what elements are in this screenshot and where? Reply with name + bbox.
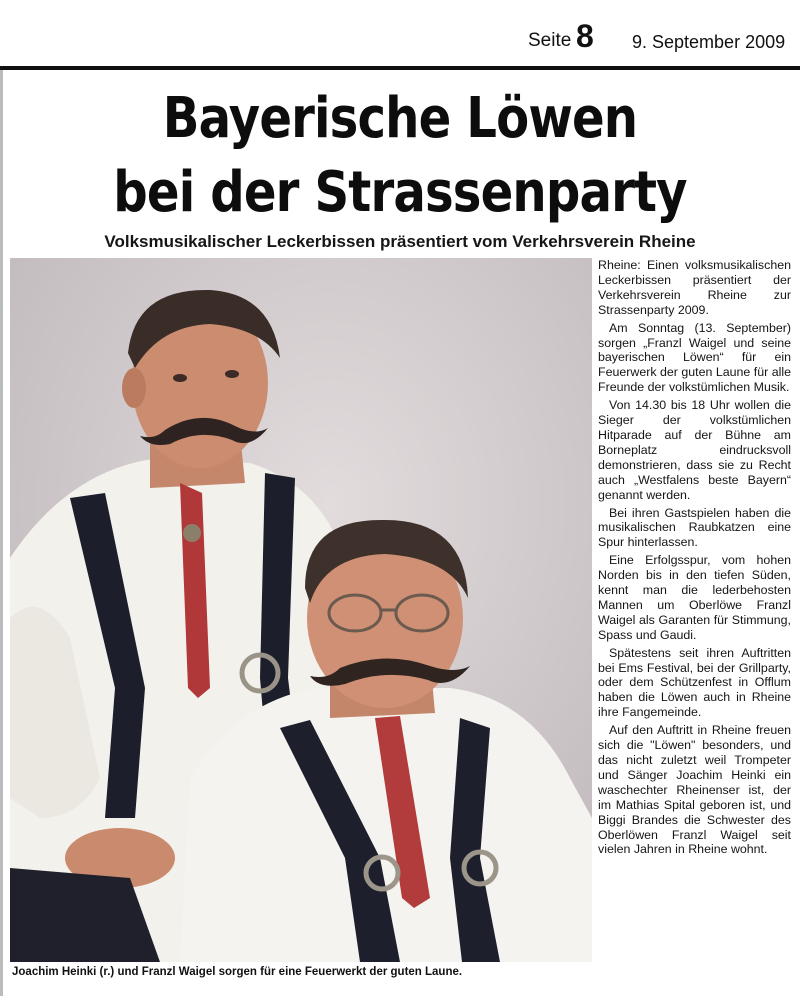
headline-line-1: Bayerische Löwen xyxy=(162,86,638,151)
article-paragraph: Rheine: Einen volksmusikalischen Leckerbissen präsentiert der Verkehrsverein Rheine zur Strassenparty 2009. xyxy=(598,258,791,317)
article-paragraph: Am Sonntag (13. September) sorgen „Franzl Waigel und seine bayerischen Löwen“ für ein Feuerwerk der guten Laune für alle Freunde der volkstümlichen Musik. xyxy=(598,320,791,395)
article-paragraph: Eine Erfolgsspur, vom hohen Norden bis in den tiefen Süden, kennt man die lederbehosten Mannen um Oberlöwe Franzl Waigel als Garanten für Stimmung, Spass und Gaudi. xyxy=(598,553,791,642)
article-paragraph: Spätestens seit ihren Auftritten bei Ems Festival, bei der Grillparty, oder dem Schützenfest in Offlum haben die Löwen auch in Rheine ihre Fangemeinde. xyxy=(598,645,791,720)
article-paragraph: Bei ihren Gastspielen haben die musikalischen Raubkatzen eine Spur hinterlassen. xyxy=(598,505,791,550)
issue-date: 9. September 2009 xyxy=(632,32,786,52)
page-edge xyxy=(0,70,3,996)
header-divider xyxy=(0,66,800,70)
article-paragraph: Von 14.30 bis 18 Uhr wollen die Sieger der volkstümlichen Hitparade auf der Bühne am Borneplatz eindrucksvoll demonstrieren, dass sie zu Recht auch „Westfalens beste Bayern“ genannt werden. xyxy=(598,398,791,502)
article-photo xyxy=(10,258,592,962)
page-header xyxy=(0,0,800,66)
page-label: Seite xyxy=(528,30,572,51)
page-number: 8 xyxy=(576,18,594,54)
article-body xyxy=(598,258,791,860)
headline-line-2: bei der Strassenparty xyxy=(113,160,687,225)
photo-of-two-musicians-icon xyxy=(10,258,592,962)
subheadline: Volksmusikalischer Leckerbissen präsentiert vom Verkehrsverein Rheine xyxy=(104,232,696,251)
article-paragraph: Auf den Auftritt in Rheine freuen sich die "Löwen" besonders, und das nicht zuletzt weil Trompeter und Sänger Joachim Heinki ein waschechter Rheinenser ist, der im Mathias Spital geboren ist, und Biggi Brandes die Schwester des Oberlöwen Franzl Waigel seit vielen Jahren in Rheine wohnt. xyxy=(598,723,791,857)
photo-caption: Joachim Heinki (r.) und Franzl Waigel sorgen für eine Feuerwerkt der guten Laune. xyxy=(12,966,463,978)
